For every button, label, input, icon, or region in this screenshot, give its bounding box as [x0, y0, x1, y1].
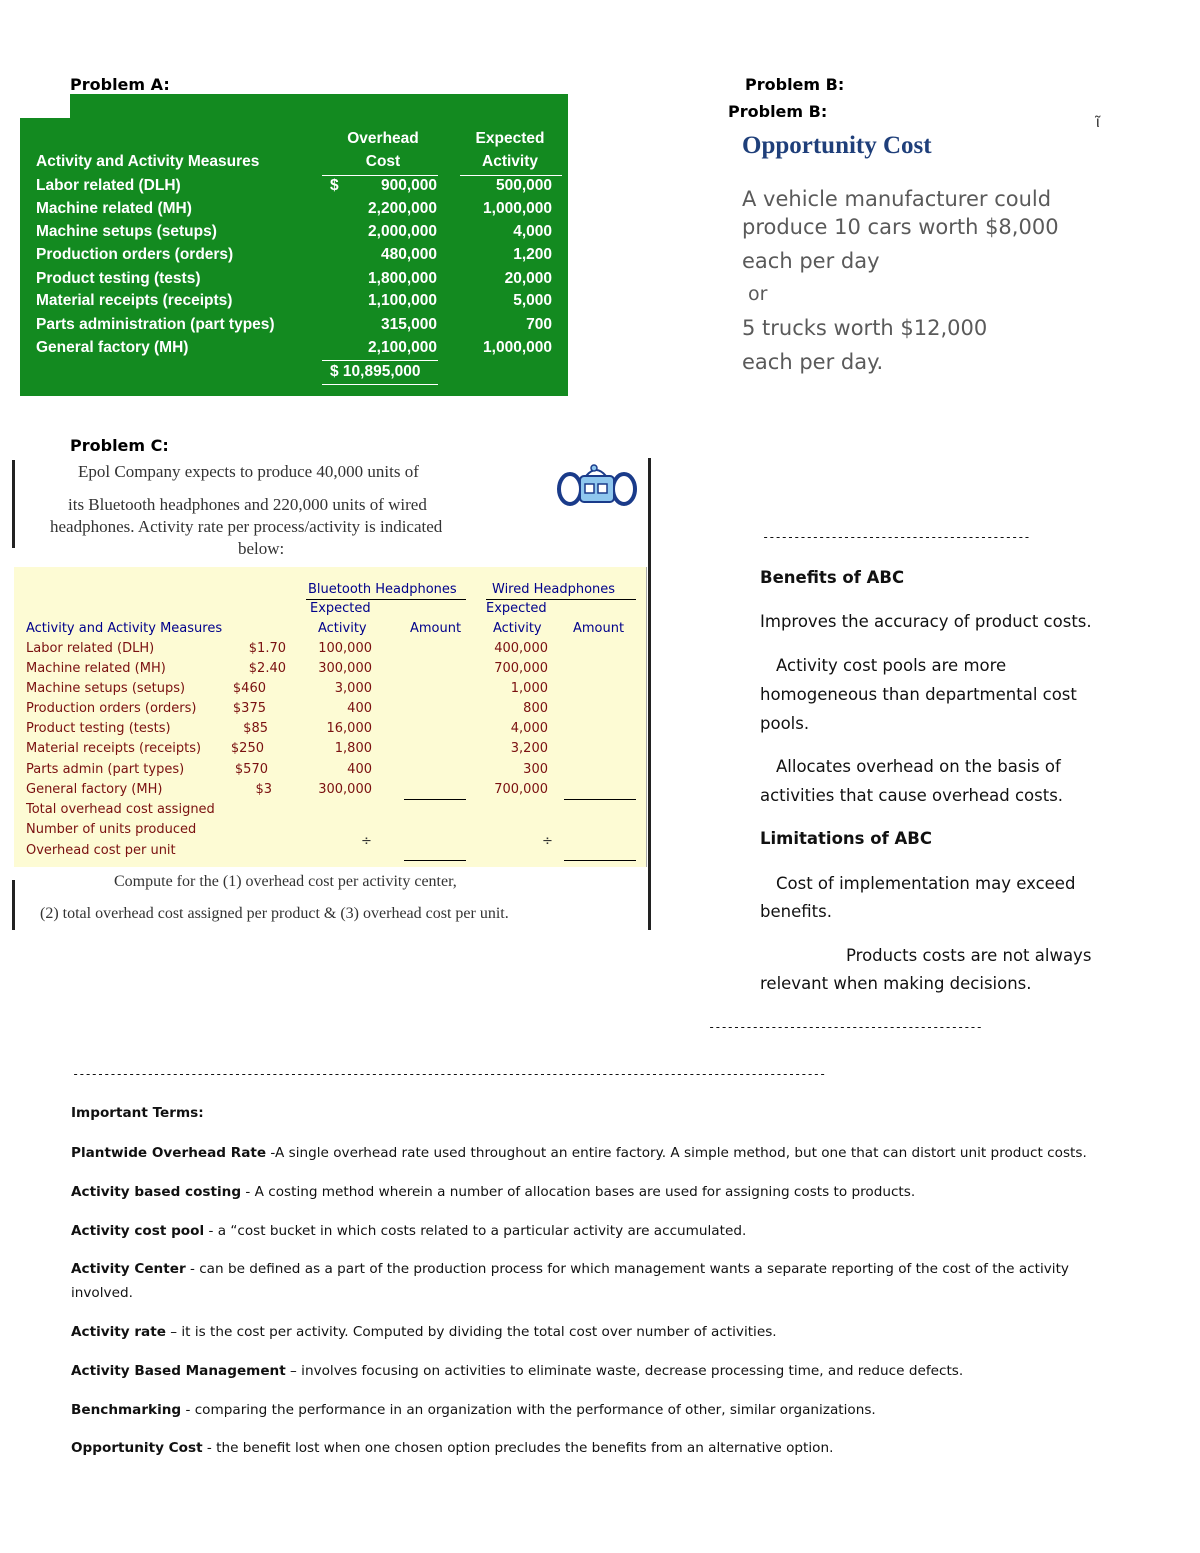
row-bt-activity: 3,000 — [334, 681, 372, 696]
problem-b-text: each per day — [742, 249, 880, 273]
divide-sign: ÷ — [361, 834, 372, 849]
compute-instruction: (2) total overhead cost assigned per product & (3) overhead cost per unit. — [40, 905, 509, 922]
header-measures: Activity and Activity Measures — [36, 153, 260, 170]
term-definition: - a “cost bucket in which costs related to a particular activity are accumulated. — [204, 1223, 747, 1239]
col-amount: Amount — [410, 621, 462, 636]
row-cost: 2,200,000 — [368, 200, 437, 217]
benefit-text: Improves the accuracy of product costs. — [760, 612, 1092, 631]
problem-b-text: produce 10 cars worth $8,000 — [742, 215, 1059, 239]
row-wired-activity: 300 — [523, 762, 548, 777]
total-underline — [322, 360, 438, 361]
row-label: Parts administration (part types) — [36, 316, 275, 333]
headphones-clipart-icon — [556, 462, 638, 513]
limitation-text: relevant when making decisions. — [760, 974, 1032, 993]
col-bluetooth: Bluetooth Headphones — [308, 582, 457, 597]
row-cost: 2,100,000 — [368, 339, 437, 356]
answer-blank-line — [404, 860, 466, 861]
benefit-text: pools. — [760, 714, 810, 733]
row-activity: 500,000 — [495, 177, 552, 194]
term-definition: - comparing the performance in an organization with the performance of other, similar organizations. — [181, 1402, 876, 1418]
amount-blank-line — [564, 799, 636, 800]
term-definition: - A costing method wherein a number of allocation bases are used for assigning costs to products. — [241, 1184, 916, 1200]
separator-dashes: ------------------------------------------------------------------------------------------------------------------------- — [72, 1067, 826, 1081]
problem-b-text: A vehicle manufacturer could — [742, 187, 1052, 211]
term-item — [71, 1219, 1131, 1243]
row-activity: 5,000 — [513, 292, 552, 309]
row-activity: 1,200 — [513, 246, 552, 263]
problem-b-heading: Problem B: — [745, 75, 845, 94]
term-definition: - can be defined as a part of the production process for which management wants a separate reporting of the cost of the activity involved. — [71, 1261, 1069, 1301]
cost-per-unit-label: Overhead cost per unit — [26, 843, 176, 858]
row-label: General factory (MH) — [26, 782, 163, 797]
row-activity: 4,000 — [513, 223, 552, 240]
col-wired: Wired Headphones — [492, 582, 616, 597]
benefit-text: Activity cost pools are more — [776, 656, 1007, 675]
row-label: Product testing (tests) — [36, 270, 201, 287]
col-underline — [486, 599, 636, 600]
limitation-text: Products costs are not always — [846, 946, 1092, 965]
row-activity: 20,000 — [504, 270, 552, 287]
problem-b-text: each per day. — [742, 350, 884, 374]
term-item — [71, 1398, 1131, 1422]
term-name: Activity Based Management — [71, 1363, 286, 1379]
row-cost: 1,800,000 — [368, 270, 437, 287]
row-cost: 1,100,000 — [368, 292, 437, 309]
row-cost: 315,000 — [380, 316, 437, 333]
col-activity: Activity — [493, 621, 542, 636]
row-rate: $375 — [232, 701, 266, 716]
row-label: Production orders (orders) — [36, 246, 234, 263]
limitation-text: benefits. — [760, 902, 832, 921]
term-definition: – it is the cost per activity. Computed by dividing the total cost over number of activities. — [165, 1324, 777, 1340]
row-label: Production orders (orders) — [26, 701, 197, 716]
limitations-heading: Limitations of ABC — [760, 829, 932, 848]
row-label: Parts admin (part types) — [26, 762, 185, 777]
term-name: Opportunity Cost — [71, 1440, 203, 1456]
row-rate: $250 — [230, 741, 264, 756]
answer-blank-line — [564, 860, 636, 861]
problem-c-intro: its Bluetooth headphones and 220,000 units of wired — [68, 495, 427, 514]
divide-sign: ÷ — [542, 834, 553, 849]
row-wired-activity: 800 — [523, 701, 548, 716]
frame-bar — [12, 460, 15, 548]
header-cost: Cost — [365, 153, 401, 170]
opportunity-cost-title: Opportunity Cost — [742, 132, 932, 159]
row-label: Material receipts (receipts) — [36, 292, 233, 309]
term-item — [71, 1141, 1131, 1165]
row-label: Labor related (DLH) — [26, 641, 155, 656]
term-item — [71, 1257, 1111, 1305]
row-wired-activity: 4,000 — [510, 721, 548, 736]
total-overhead-label: Total overhead cost assigned — [26, 802, 215, 817]
col-expected: Expected — [310, 601, 371, 616]
row-rate: $2.40 — [248, 661, 286, 676]
header-expected: Expected — [475, 130, 545, 147]
problem-a-heading: Problem A: — [70, 75, 170, 94]
term-definition: -A single overhead rate used throughout an entire factory. A simple method, but one that can distort unit product costs. — [266, 1145, 1087, 1161]
row-rate: $460 — [232, 681, 266, 696]
benefit-text: homogeneous than departmental cost — [760, 685, 1077, 704]
row-bt-activity: 400 — [347, 762, 372, 777]
units-produced-label: Number of units produced — [26, 822, 197, 837]
term-name: Benchmarking — [71, 1402, 182, 1418]
term-name: Activity cost pool — [71, 1223, 205, 1239]
stray-mark: ῖ — [1096, 114, 1100, 131]
row-label: Machine setups (setups) — [36, 223, 217, 240]
row-cost: 480,000 — [380, 246, 437, 263]
row-label: Material receipts (receipts) — [26, 741, 202, 756]
col-underline — [306, 599, 466, 600]
row-bt-activity: 100,000 — [318, 641, 372, 656]
row-wired-activity: 400,000 — [494, 641, 548, 656]
row-cost: 900,000 — [380, 177, 437, 194]
row-bt-activity: 300,000 — [318, 661, 372, 676]
term-item — [71, 1436, 1131, 1460]
header-underline — [460, 175, 562, 176]
row-bt-activity: 400 — [347, 701, 372, 716]
term-name: Activity based costing — [71, 1184, 242, 1200]
col-measures: Activity and Activity Measures — [26, 621, 223, 636]
row-label: Machine related (MH) — [36, 200, 192, 217]
term-name: Plantwide Overhead Rate — [71, 1145, 267, 1161]
term-name: Activity rate — [71, 1324, 166, 1340]
row-rate: $1.70 — [248, 641, 286, 656]
row-label: Labor related (DLH) — [36, 177, 181, 194]
col-activity: Activity — [318, 621, 367, 636]
row-label: Machine related (MH) — [26, 661, 166, 676]
row-cost: 2,000,000 — [368, 223, 437, 240]
row-label: Product testing (tests) — [26, 721, 171, 736]
row-rate: $85 — [243, 721, 268, 736]
row-activity: 1,000,000 — [483, 200, 552, 217]
separator-dashes: ------------------------------------------- — [762, 530, 1030, 544]
row-label: General factory (MH) — [36, 339, 189, 356]
terms-heading: Important Terms: — [71, 1105, 204, 1121]
frame-bar — [12, 880, 15, 930]
term-item — [71, 1359, 1131, 1383]
limitation-text: Cost of implementation may exceed — [776, 874, 1076, 893]
total-cost: $ 10,895,000 — [330, 363, 421, 380]
row-wired-activity: 1,000 — [510, 681, 548, 696]
total-double-underline — [322, 384, 438, 385]
problem-b-text: 5 trucks worth $12,000 — [742, 316, 988, 340]
problem-b-heading-repeat: Problem B: — [728, 102, 828, 121]
term-definition: - the benefit lost when one chosen option precludes the benefits from an alternative option. — [202, 1440, 834, 1456]
row-rate: $3 — [255, 782, 272, 797]
col-amount: Amount — [573, 621, 625, 636]
row-label: Machine setups (setups) — [26, 681, 186, 696]
amount-blank-line — [404, 799, 466, 800]
problem-c-intro: headphones. Activity rate per process/activity is indicated — [50, 517, 443, 536]
term-name: Activity Center — [71, 1261, 186, 1277]
table-notch — [20, 94, 70, 118]
problem-c-heading: Problem C: — [70, 436, 169, 455]
header-underline — [322, 175, 438, 176]
problem-c-intro: Epol Company expects to produce 40,000 units of — [78, 462, 419, 481]
header-overhead: Overhead — [347, 130, 419, 147]
benefit-text: Allocates overhead on the basis of — [776, 757, 1061, 776]
problem-c-intro: below: — [238, 539, 285, 558]
row-bt-activity: 1,800 — [334, 741, 372, 756]
frame-bar — [648, 458, 651, 930]
term-definition: – involves focusing on activities to eliminate waste, decrease processing time, and reduce defects. — [285, 1363, 964, 1379]
col-expected: Expected — [486, 601, 547, 616]
row-bt-activity: 300,000 — [318, 782, 372, 797]
problem-b-or: or — [748, 283, 768, 305]
row-activity: 1,000,000 — [483, 339, 552, 356]
term-item — [71, 1320, 1131, 1344]
dollar-sign: $ — [330, 177, 339, 194]
row-wired-activity: 700,000 — [494, 661, 548, 676]
benefit-text: activities that cause overhead costs. — [760, 786, 1064, 805]
benefits-heading: Benefits of ABC — [760, 568, 905, 587]
row-rate: $570 — [234, 762, 268, 777]
compute-instruction: Compute for the (1) overhead cost per activity center, — [114, 873, 457, 890]
separator-dashes: -------------------------------------------- — [708, 1020, 982, 1034]
term-item — [71, 1180, 1131, 1204]
header-activity: Activity — [482, 153, 538, 170]
row-activity: 700 — [526, 316, 552, 333]
row-wired-activity: 3,200 — [510, 741, 548, 756]
row-wired-activity: 700,000 — [494, 782, 548, 797]
row-bt-activity: 16,000 — [326, 721, 372, 736]
